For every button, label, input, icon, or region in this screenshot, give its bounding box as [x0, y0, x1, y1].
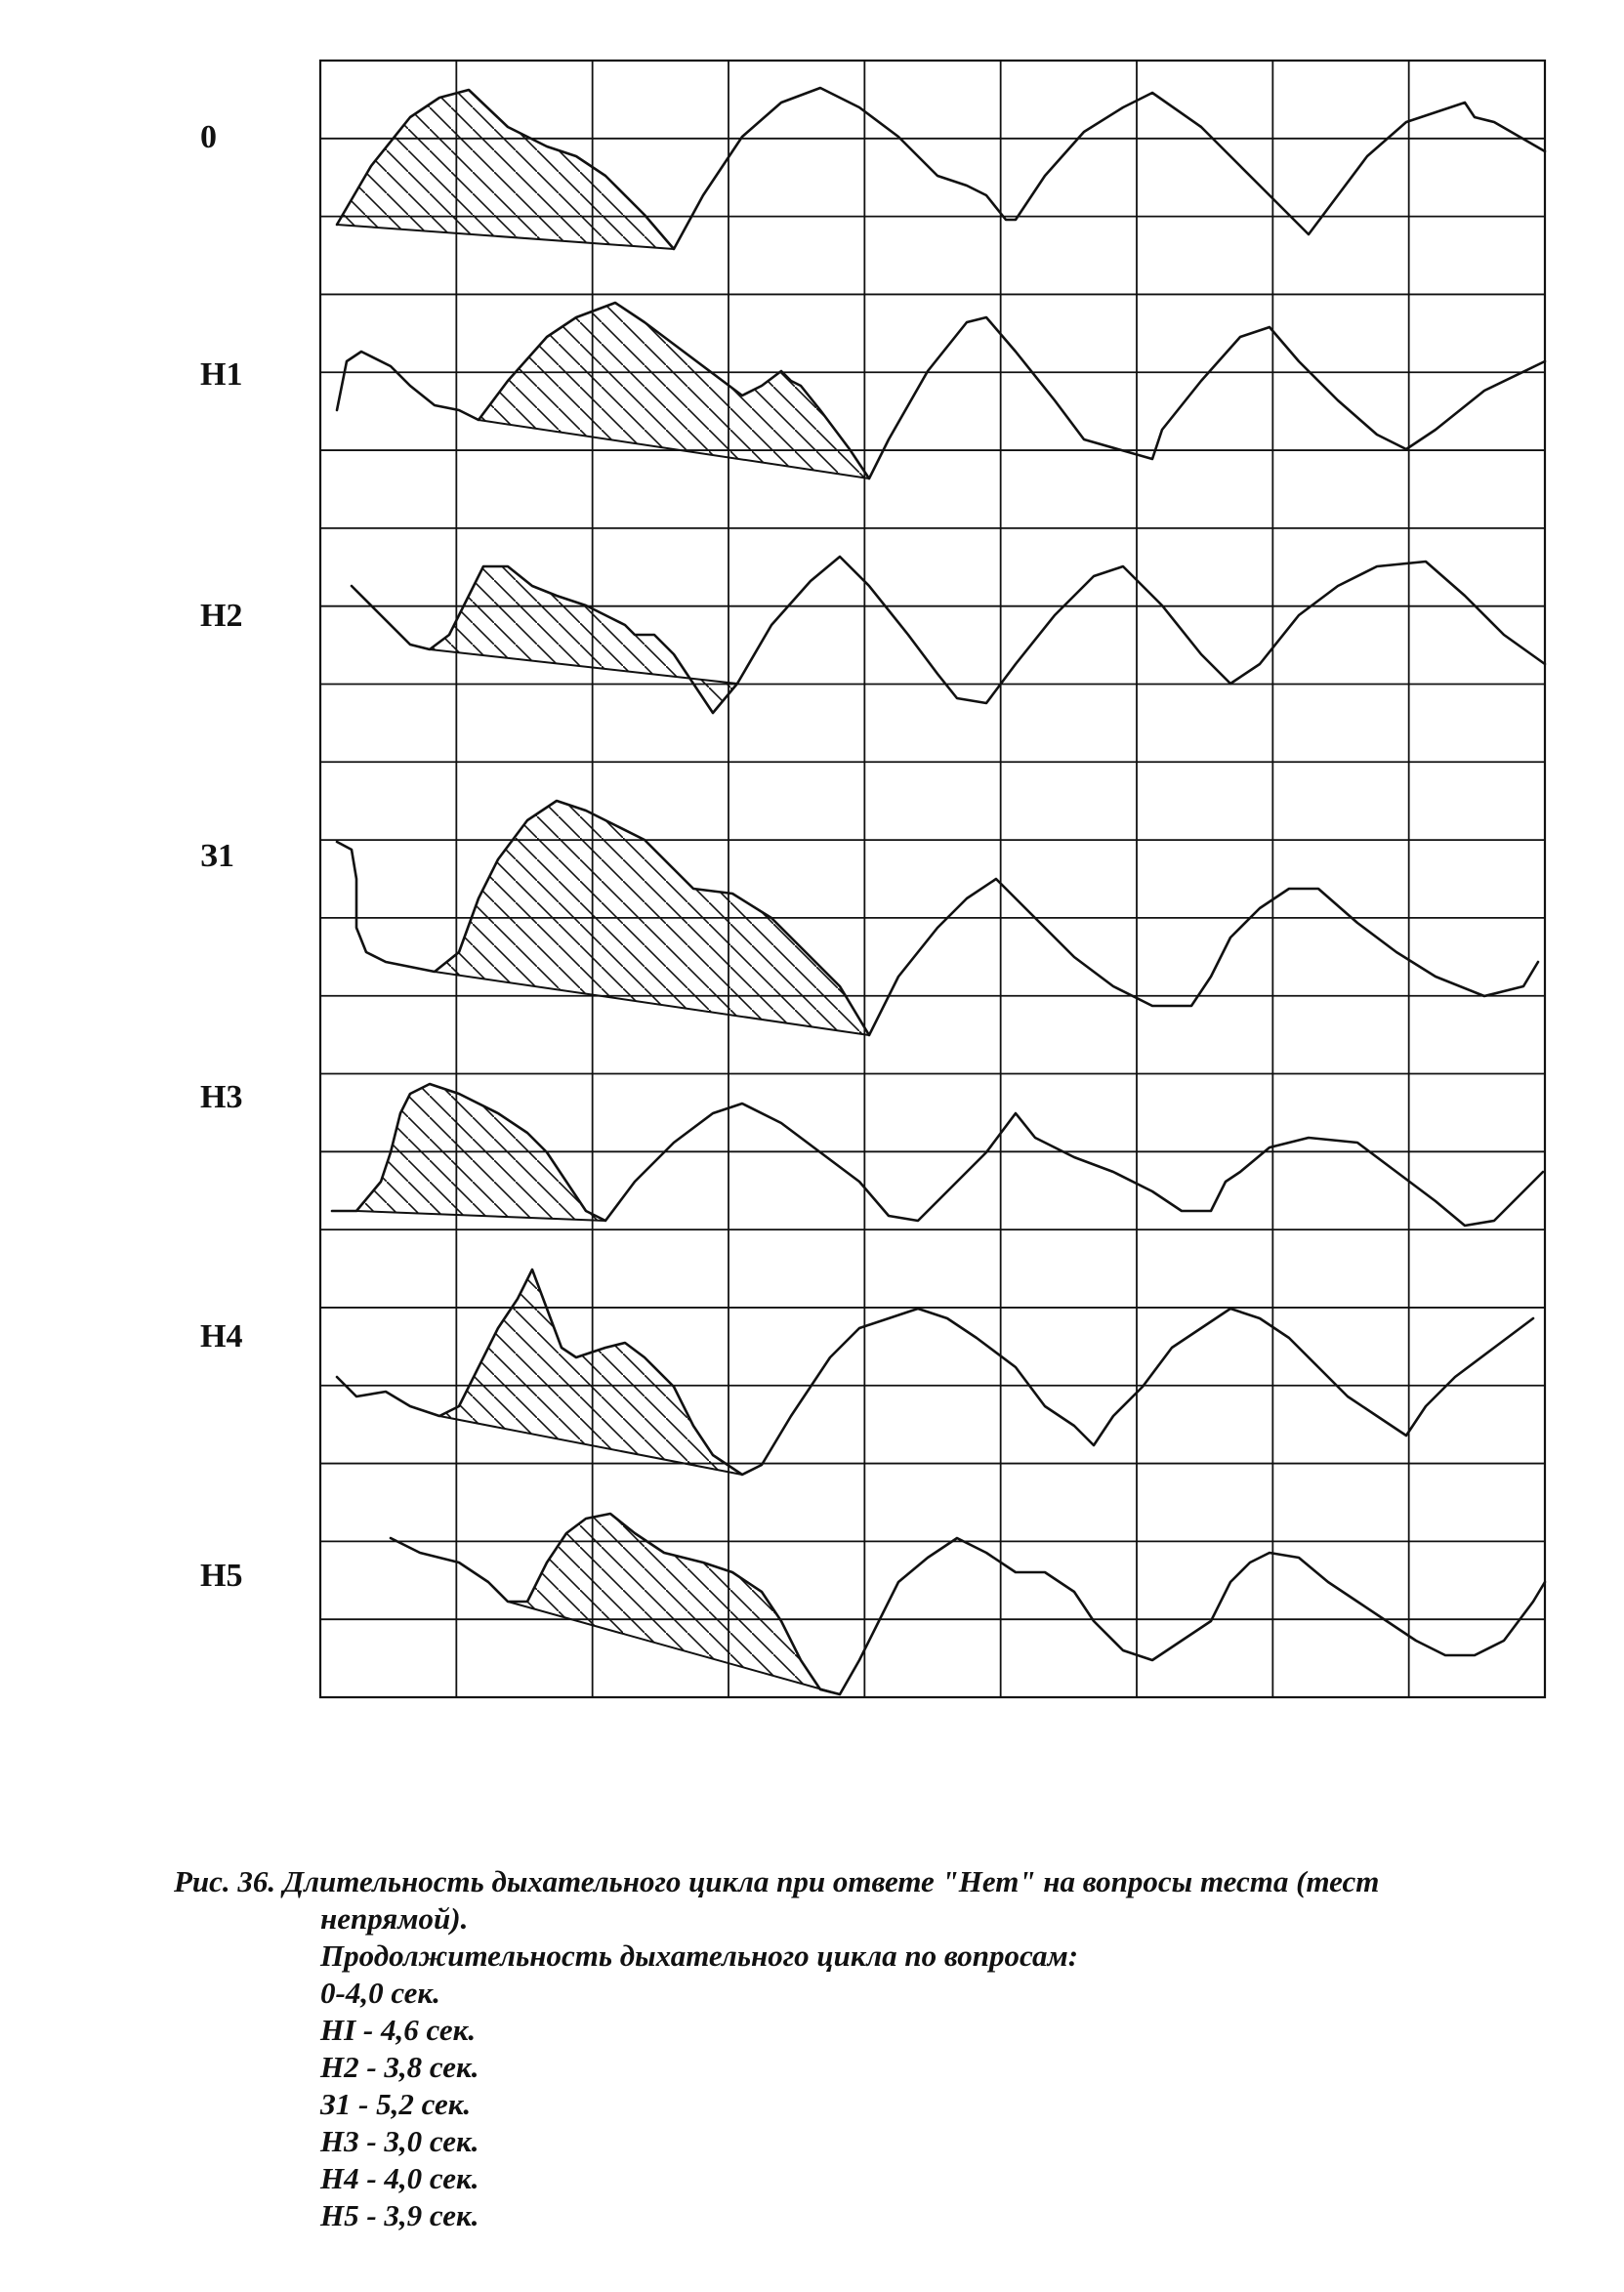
caption-title: Рис. 36. Длительность дыхательного цикла при ответе "Нет" на вопросы теста (тест — [174, 1864, 1380, 1898]
row-label-z1: З1 — [200, 838, 234, 874]
figure-caption — [174, 1863, 1609, 2234]
caption-item: Н4 - 4,0 сек. — [320, 2161, 479, 2195]
hatch-area-n1 — [479, 303, 869, 479]
hatch-area-n4 — [439, 1270, 742, 1475]
caption-item: Н5 - 3,9 сек. — [320, 2198, 479, 2232]
caption-item: Н3 - 3,0 сек. — [320, 2124, 479, 2158]
hatch-area-n2 — [430, 566, 737, 713]
row-label-n3: Н3 — [200, 1079, 243, 1115]
caption-item: Н2 - 3,8 сек. — [320, 2050, 479, 2084]
row-label-n5: Н5 — [200, 1558, 243, 1594]
caption-item: З1 - 5,2 сек. — [320, 2087, 472, 2121]
row-label-n4: Н4 — [200, 1318, 243, 1354]
row-label-n2: Н2 — [200, 598, 243, 634]
caption-subtitle: Продолжительность дыхательного цикла по вопросам: — [320, 1938, 1079, 1973]
caption-item: 0-4,0 сек. — [320, 1976, 440, 2010]
hatch-area-0 — [337, 90, 674, 249]
row-label-0: 0 — [200, 119, 217, 155]
caption-title-continuation: непрямой). — [320, 1901, 469, 1936]
row-label-n1: Н1 — [200, 356, 243, 393]
caption-item: НI - 4,6 сек. — [320, 2013, 477, 2047]
